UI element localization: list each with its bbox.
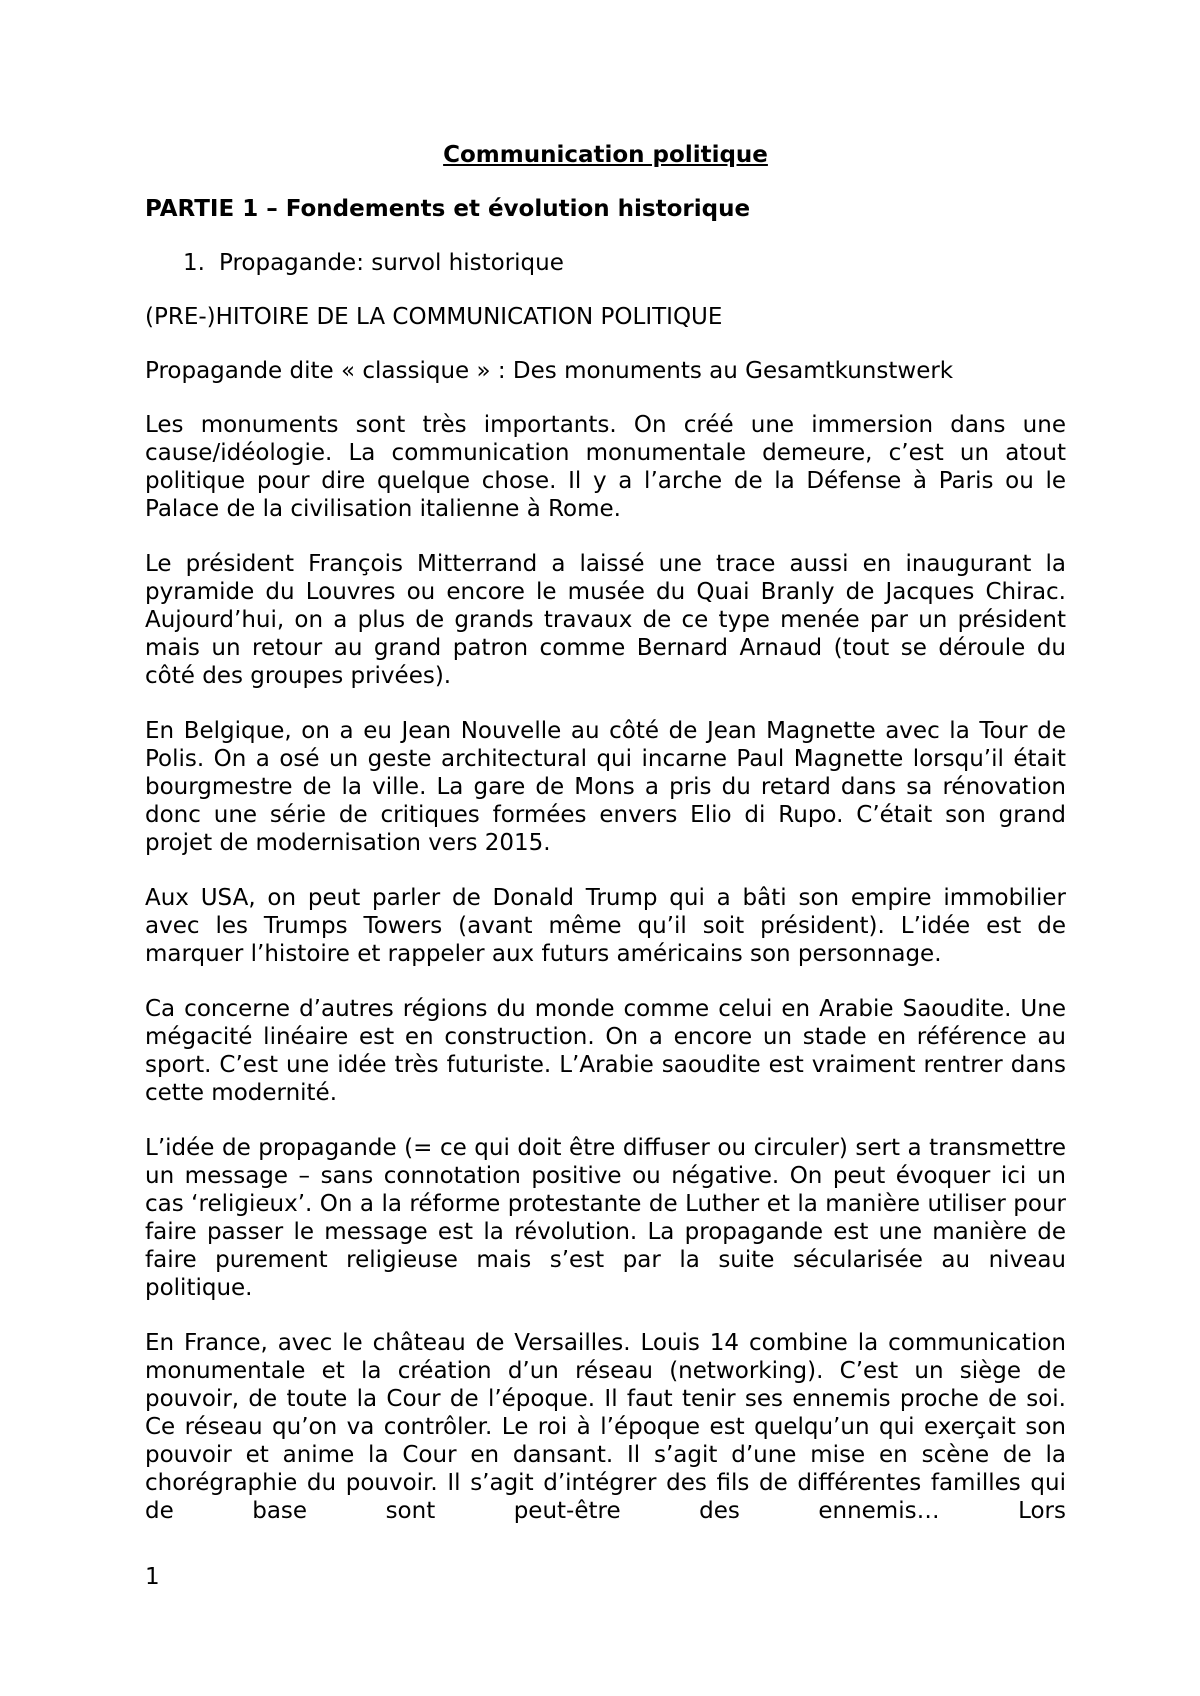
section-number: 1. <box>183 250 205 276</box>
paragraph: Les monuments sont très importants. On créé une immersion dans une cause/idéologie. La communication monumentale demeure, c’est un atout politique pour dire quelque chose. Il y a l’arche de la Défense à Paris ou le Palace de la civilisation italienne à Rome. <box>145 412 1066 522</box>
document-title: Communication politique <box>443 142 768 168</box>
paragraph: Aux USA, on peut parler de Donald Trump qui a bâti son empire immobilier avec les Trumps Towers (avant même qu’il soit président). L’idée est de marquer l’histoire et rappeler aux futurs américains son personnage. <box>145 885 1066 967</box>
section-label: Propagande: survol historique <box>219 250 564 276</box>
paragraph: L’idée de propagande (= ce qui doit être diffuser ou circuler) sert a transmettre un message – sans connotation positive ou négative. On peut évoquer ici un cas ‘religieux’. On a la réforme protestante de Luther et la manière utiliser pour faire passer le message est la révolution. La propagande est une manière de faire purement religieuse mais s’est par la suite sécularisée au niveau politique. <box>145 1135 1066 1301</box>
paragraph: En France, avec le château de Versailles. Louis 14 combine la communication monumentale et la création d’un réseau (networking). C’est un siège de pouvoir, de toute la Cour de l’époque. Il faut tenir ses ennemis proche de soi. Ce réseau qu’on va contrôler. Le roi à l’époque est quelqu’un qui exerçait son pouvoir et anime la Cour en dansant. Il s’agit d’une mise en scène de la chorégraphie du pouvoir. Il s’agit d’intégrer des fils de différentes familles qui de base sont peut-être des ennemis… Lors <box>145 1330 1066 1524</box>
section-heading <box>145 249 1066 277</box>
paragraph: Ca concerne d’autres régions du monde comme celui en Arabie Saoudite. Une mégacité linéaire est en construction. On a encore un stade en référence au sport. C’est une idée très futuriste. L’Arabie saoudite est vraiment rentrer dans cette modernité. <box>145 996 1066 1106</box>
subheading: Propagande dite « classique » : Des monuments au Gesamtkunstwerk <box>145 358 954 384</box>
document-body <box>145 141 1066 1525</box>
history-heading: (PRE-)HITOIRE DE LA COMMUNICATION POLITIQUE <box>145 304 723 330</box>
paragraph: En Belgique, on a eu Jean Nouvelle au côté de Jean Magnette avec la Tour de Polis. On a osé un geste architectural qui incarne Paul Magnette lorsqu’il était bourgmestre de la ville. La gare de Mons a pris du retard dans sa rénovation donc une série de critiques formées envers Elio di Rupo. C’était son grand projet de modernisation vers 2015. <box>145 718 1066 856</box>
page-number: 1 <box>145 1564 160 1590</box>
part-heading: PARTIE 1 – Fondements et évolution historique <box>145 196 751 222</box>
paragraph: Le président François Mitterrand a laissé une trace aussi en inaugurant la pyramide du Louvres ou encore le musée du Quai Branly de Jacques Chirac. Aujourd’hui, on a plus de grands travaux de ce type menée par un président mais un retour au grand patron comme Bernard Arnaud (tout se déroule du côté des groupes privées). <box>145 551 1066 689</box>
